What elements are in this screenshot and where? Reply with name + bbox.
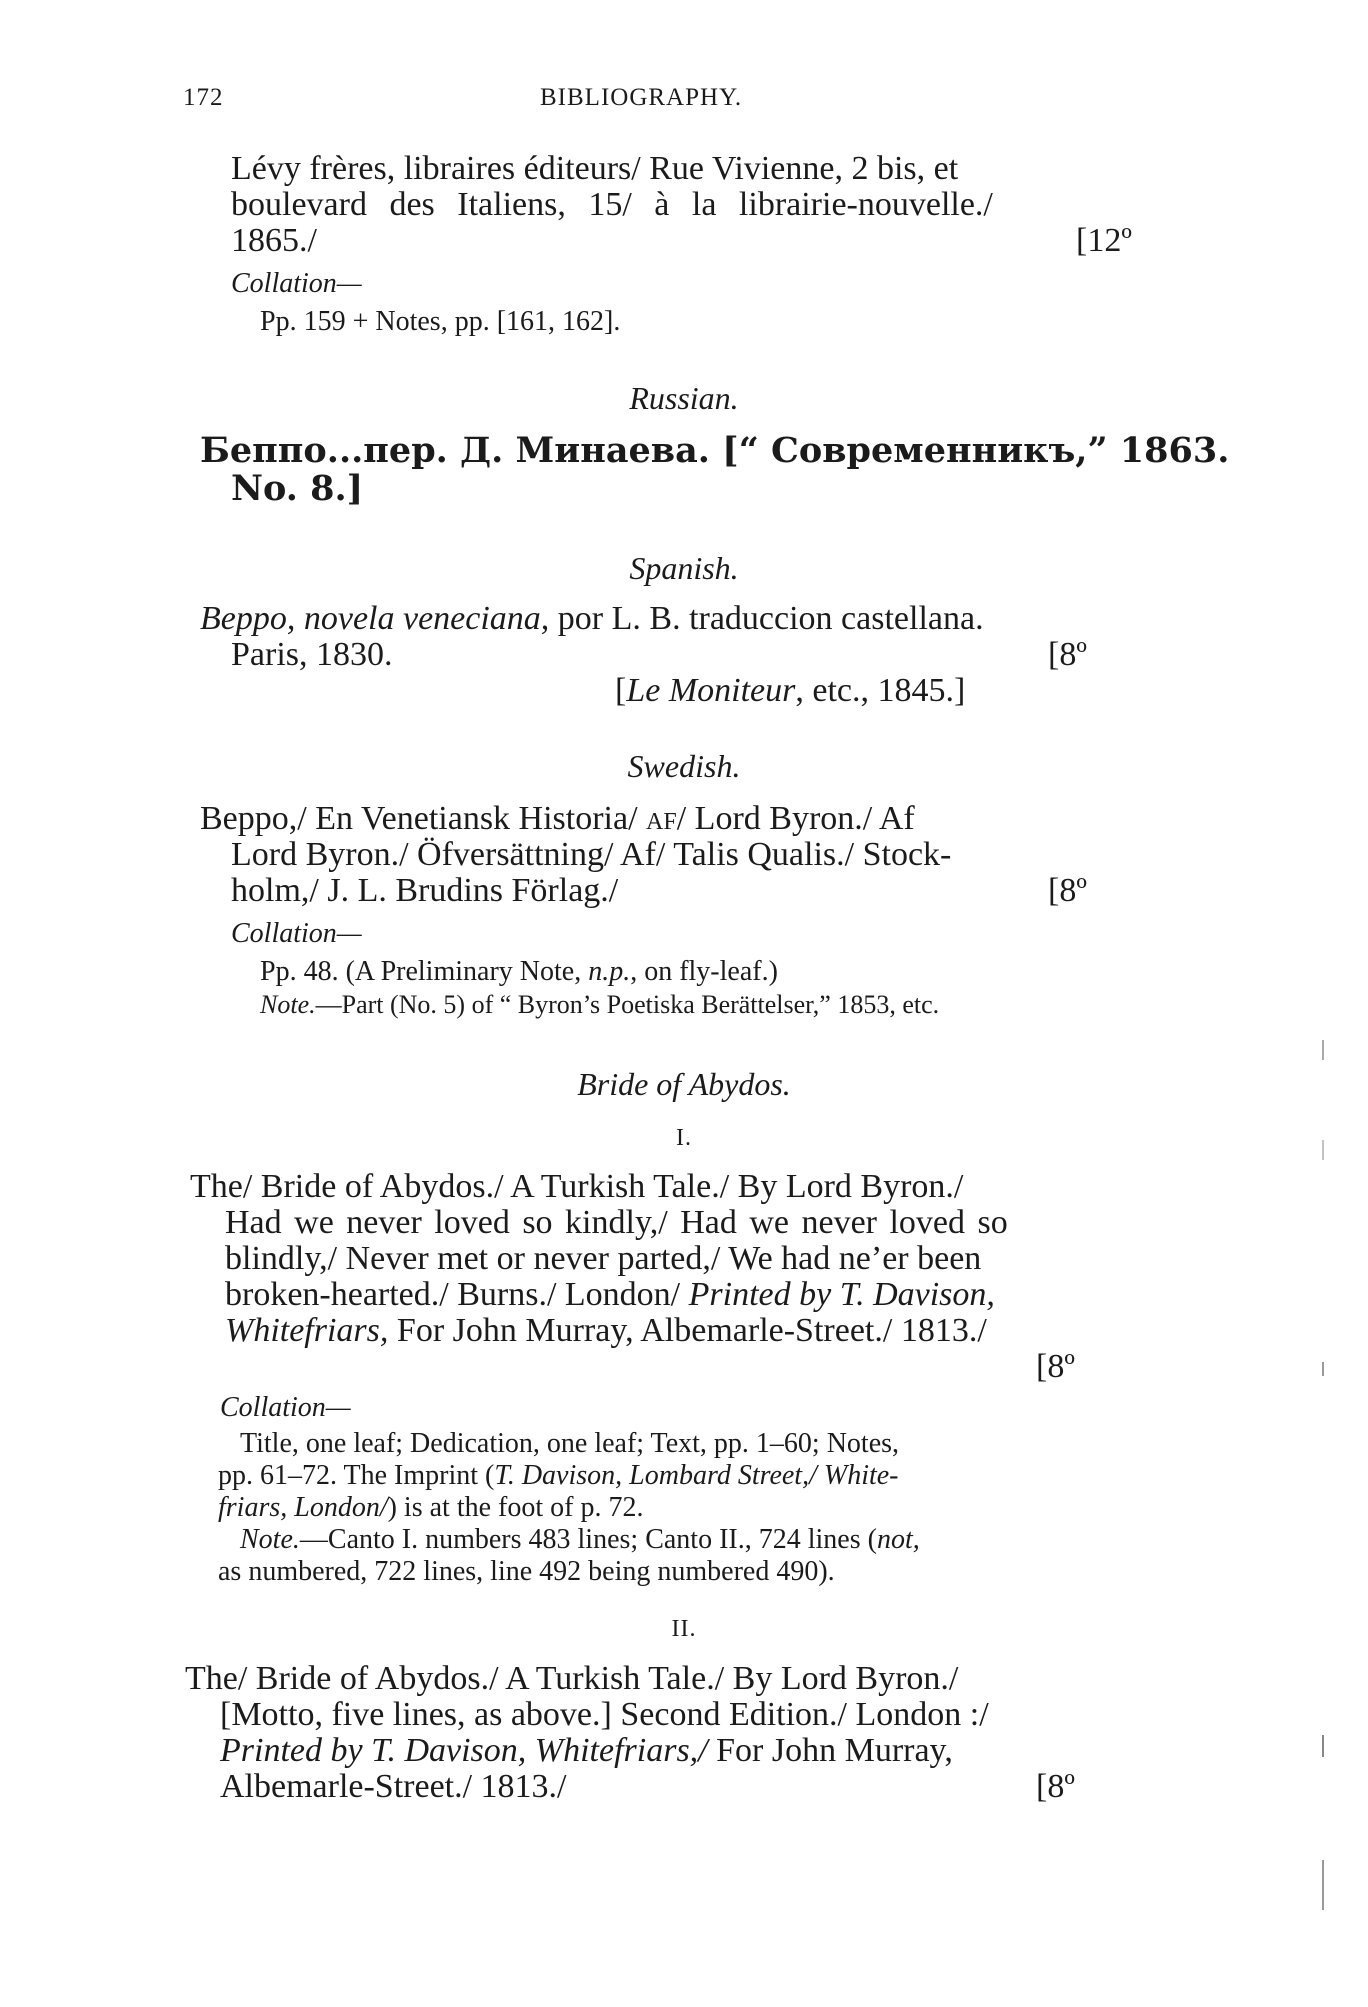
levy-line-1-text: Lévy frères, libraires éditeurs/ Rue Vivienne, 2 bis, et	[231, 150, 959, 187]
russian-line-2: No. 8.]	[231, 468, 364, 509]
levy-line-3: 1865./	[231, 222, 317, 259]
edition-1-coll-3-b: ) is at the foot of p. 72.	[387, 1492, 644, 1523]
edition-1-line-3: blindly,/ Never met or never parted,/ We had ne’er been	[225, 1240, 982, 1277]
russian-line-1: Беппо...пер. Д. Минаева. [“ Современникъ,” 1863.	[200, 430, 1230, 471]
edition-2-line-3	[220, 1732, 953, 1770]
edition-2-line-2: [Motto, five lines, as above.] Second Edition./ London :/	[220, 1696, 989, 1733]
edition-1-line-5-rest: For John Murray, Albemarle-Street./ 1813./	[388, 1312, 987, 1349]
scan-mark	[1322, 1040, 1324, 1060]
scan-mark	[1322, 1140, 1324, 1160]
edition-1-whitefriars: Whitefriars,	[225, 1312, 389, 1349]
edition-1-imprint: T. Davison, Lombard Street,/ White-	[494, 1460, 899, 1491]
edition-1-line-1: The/ Bride of Abydos./ A Turkish Tale./ By Lord Byron./	[190, 1168, 964, 1205]
heading-spanish: Spanish.	[629, 550, 739, 586]
spanish-line-2: Paris, 1830.	[231, 636, 393, 673]
heading-russian: Russian.	[629, 380, 739, 416]
page-number: 172	[183, 84, 224, 111]
heading-bride-of-abydos: Bride of Abydos.	[577, 1066, 791, 1102]
edition-1-line-2: Had we never loved so kindly,/ Had we never loved so	[225, 1204, 1008, 1241]
spanish-moniteur: Le Moniteur	[626, 672, 796, 709]
edition-1-line-5	[225, 1312, 987, 1350]
swedish-line-1-b: / Lord Byron./ Af	[676, 800, 915, 837]
swedish-note	[260, 990, 939, 1020]
swedish-line-2: Lord Byron./ Öfversättning/ Af/ Talis Qualis./ Stock-	[231, 836, 952, 873]
edition-1-note-not: not,	[876, 1524, 920, 1555]
swedish-line-3: holm,/ J. L. Brudins Förlag./	[231, 872, 619, 909]
scan-mark	[1322, 1362, 1324, 1376]
swedish-note-label: Note.	[260, 990, 316, 1019]
swedish-collation-label: Collation—	[231, 918, 362, 949]
edition-1-note-1	[240, 1524, 920, 1556]
edition-1-line-4	[225, 1276, 995, 1314]
spanish-line-1-rest: por L. B. traduccion castellana.	[549, 600, 984, 637]
swedish-line-1-a: Beppo,/ En Venetiansk Historia/	[200, 800, 638, 837]
swedish-line-1	[200, 800, 915, 838]
edition-1-note-2: as numbered, 722 lines, line 492 being numbered 490).	[218, 1556, 835, 1587]
edition-1-note-label: Note.	[240, 1524, 300, 1555]
running-title: BIBLIOGRAPHY.	[540, 84, 743, 111]
edition-1-collation-label: Collation—	[220, 1392, 351, 1423]
spanish-size: [8º	[1048, 636, 1087, 673]
edition-1-printer: Printed by T. Davison,	[688, 1276, 995, 1313]
edition-1-size: [8º	[1036, 1348, 1075, 1385]
edition-2-line-4: Albemarle-Street./ 1813./	[220, 1768, 567, 1805]
edition-number-1: I.	[676, 1125, 692, 1151]
edition-1-note-text: —Canto I. numbers 483 lines; Canto II., 724 lines (	[299, 1524, 877, 1555]
edition-1-coll-2-a: pp. 61–72. The Imprint (	[218, 1460, 495, 1491]
edition-1-collation-3	[218, 1492, 643, 1524]
edition-2-line-3-rest: For John Murray,	[707, 1732, 953, 1769]
scan-mark	[1322, 1735, 1324, 1757]
edition-2-size: [8º	[1036, 1768, 1075, 1805]
edition-1-line-4-a: broken-hearted./ Burns./ London/	[225, 1276, 689, 1313]
swedish-collation-text	[260, 956, 778, 988]
spanish-line-3-rest: , etc., 1845.]	[795, 672, 966, 709]
edition-1-collation-1: Title, one leaf; Dedication, one leaf; Text, pp. 1–60; Notes,	[240, 1428, 900, 1459]
levy-line-2: boulevard des Italiens, 15/ à la librairie-nouvelle./	[231, 186, 993, 223]
levy-collation-text: Pp. 159 + Notes, pp. [161, 162].	[260, 306, 621, 337]
edition-2-line-1: The/ Bride of Abydos./ A Turkish Tale./ By Lord Byron./	[185, 1660, 959, 1697]
swedish-coll-np: n.p.	[588, 956, 631, 987]
levy-size: [12º	[1076, 222, 1132, 259]
spanish-line-3	[615, 672, 965, 710]
swedish-size: [8º	[1048, 872, 1087, 909]
heading-swedish: Swedish.	[627, 748, 741, 784]
edition-1-imprint-cont: friars, London/	[218, 1492, 388, 1523]
edition-2-printer: Printed by T. Davison, Whitefriars,/	[220, 1732, 708, 1769]
levy-line-1	[231, 150, 1131, 188]
swedish-note-text: —Part (No. 5) of “ Byron’s Poetiska Berättelser,” 1853, etc.	[315, 990, 940, 1019]
spanish-line-1	[200, 600, 984, 638]
swedish-af: af	[646, 800, 677, 837]
spanish-bracket: [	[615, 672, 627, 709]
levy-collation-label: Collation—	[231, 268, 362, 299]
edition-1-collation-2	[218, 1460, 899, 1492]
swedish-coll-b: , on fly-leaf.)	[630, 956, 778, 987]
scan-mark	[1322, 1860, 1324, 1910]
swedish-coll-a: Pp. 48. (A Preliminary Note,	[260, 956, 589, 987]
spanish-title: Beppo, novela veneciana,	[200, 600, 550, 637]
edition-number-2: II.	[671, 1616, 697, 1642]
